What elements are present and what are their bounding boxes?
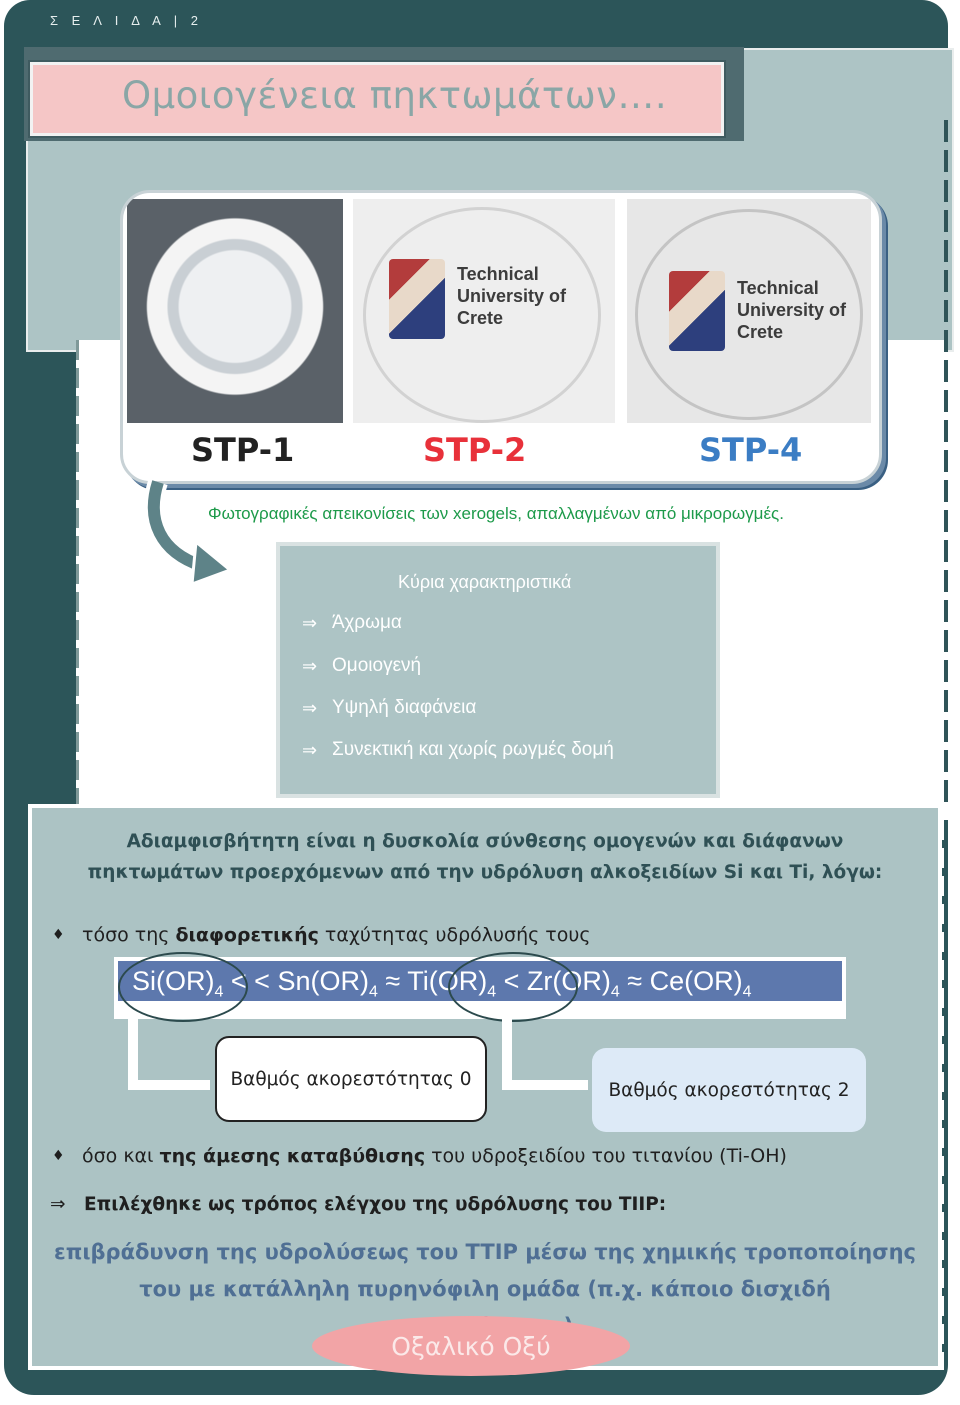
implies-arrow-icon: ⇒ bbox=[302, 612, 318, 633]
feature-item bbox=[302, 612, 402, 634]
left-dashed-rule bbox=[76, 340, 79, 810]
features-title: Κύρια χαρακτηριστικά bbox=[398, 572, 572, 592]
label-stp-2: STP-2 bbox=[423, 431, 527, 469]
feature-label: Συνεκτική και χωρίς ρωγμές δομή bbox=[332, 739, 614, 760]
feature-item bbox=[302, 697, 476, 719]
selected-method-line bbox=[50, 1194, 666, 1215]
photo-university-text: Technical University of Crete bbox=[457, 264, 567, 328]
photo-stp-2 bbox=[353, 199, 615, 423]
bullet-text: τόσο της bbox=[82, 924, 176, 946]
decision-text: Επιλέχθηκε ως τρόπος ελέγχου της υδρόλυσης του TIIP: bbox=[84, 1194, 667, 1215]
saturation-0-box: Βαθμός ακορεστότητας 0 bbox=[215, 1036, 487, 1122]
photo-stp-4 bbox=[627, 199, 871, 423]
page-number-label: Σ Ε Λ Ι Δ Α | 2 bbox=[50, 13, 203, 28]
implies-arrow-icon: ⇒ bbox=[302, 697, 318, 718]
photo-caption: Φωτογραφικές απεικονίσεις των xerogels, απαλλαγμένων από μικρορωγμές. bbox=[208, 504, 784, 523]
implies-arrow-icon: ⇒ bbox=[302, 655, 318, 676]
label-stp-4: STP-4 bbox=[699, 431, 803, 469]
method-description: επιβράδυνση της υδρολύσεως του TTIP μέσω της χημικής τροποποίησης του με κατάλληλη πυρηνόφιλη ομάδα (π.χ. κάποιο δισχιδή bbox=[54, 1240, 916, 1301]
difficulty-statement: Αδιαμφισβήτητη είναι η δυσκολία σύνθεσης ομογενών και διάφανων πηκτωμάτων προερχόμενων από την υδρόλυση αλκοξειδίων Si και Ti, λόγω: bbox=[87, 831, 883, 883]
curved-arrow-icon bbox=[140, 470, 260, 590]
xerogel-photo-card bbox=[120, 190, 882, 484]
feature-label: Άχρωμα bbox=[332, 612, 402, 633]
feature-item bbox=[302, 655, 421, 677]
right-dashed-rule bbox=[944, 120, 948, 810]
formula-text: $Si(OR)_4$ < < $Sn(OR)_4 \approx Ti(OR)_4 < Zr(OR)_4 \approx Ce(OR)_4$ bbox=[132, 966, 752, 1001]
bullet-emphasis: της άμεσης καταβύθισης bbox=[159, 1145, 426, 1167]
implies-arrow-icon: ⇒ bbox=[50, 1194, 66, 1215]
university-emblem bbox=[669, 271, 725, 351]
feature-item bbox=[302, 739, 614, 761]
feature-label: Ομοιογενή bbox=[332, 655, 422, 676]
diamond-bullet-icon: ♦ bbox=[52, 927, 65, 943]
oxalic-acid-badge: Οξαλικό Οξύ bbox=[312, 1316, 630, 1376]
main-features-box bbox=[276, 542, 720, 798]
lower-dashed-rule bbox=[940, 820, 944, 1370]
saturation-2-box: Βαθμός ακορεστότητας 2 bbox=[592, 1048, 866, 1132]
reason-bullet-2 bbox=[52, 1145, 787, 1167]
bullet-text: όσο και bbox=[82, 1145, 160, 1167]
photo-university-text: Technical University of Crete bbox=[737, 278, 847, 342]
bullet-emphasis: διαφορετικής bbox=[175, 924, 319, 946]
connector-si bbox=[128, 1080, 210, 1090]
si-highlight-ellipse bbox=[118, 952, 248, 1022]
connector-ti bbox=[502, 1080, 588, 1090]
reason-bullet-1 bbox=[52, 924, 591, 946]
photo-stp-1 bbox=[127, 199, 343, 423]
feature-label: Υψηλή διαφάνεια bbox=[332, 697, 477, 718]
bullet-text: του υδροξειδίου του τιτανίου (Ti-OH) bbox=[425, 1145, 787, 1167]
implies-arrow-icon: ⇒ bbox=[302, 739, 318, 760]
university-emblem bbox=[389, 259, 445, 339]
page-title: Ομοιογένεια πηκτωμάτων…. bbox=[122, 74, 668, 117]
ti-highlight-ellipse bbox=[448, 952, 578, 1022]
bullet-text: ταχύτητας υδρόλυσής τους bbox=[318, 924, 591, 946]
label-stp-1: STP-1 bbox=[191, 431, 295, 469]
diamond-bullet-icon: ♦ bbox=[52, 1148, 65, 1164]
